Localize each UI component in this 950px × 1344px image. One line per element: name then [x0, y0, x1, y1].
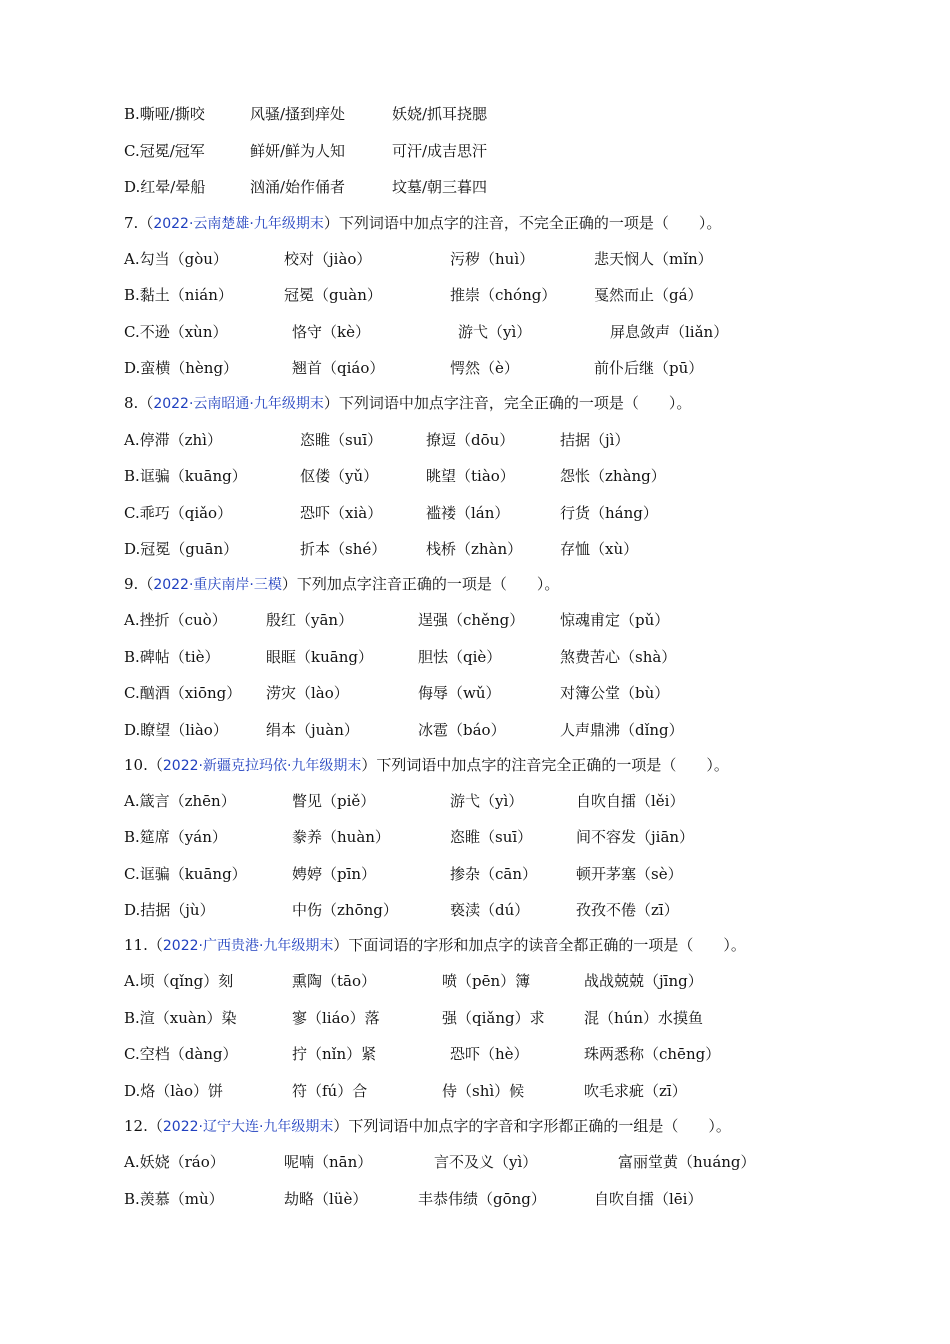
- option-cell: 恣睢（suī）: [450, 828, 533, 846]
- option-cell: C.不逊（xùn）: [124, 323, 228, 341]
- question-10-stem: [124, 751, 914, 779]
- option-cell: 恐吓（xià）: [300, 504, 383, 522]
- option-cell: 眼眶（kuāng）: [266, 648, 373, 666]
- source-open-paren: （: [138, 394, 154, 412]
- option-cell: 混（hún）水摸鱼: [584, 1009, 703, 1027]
- option-cell: 侮辱（wǔ）: [418, 684, 501, 702]
- question-number: 10.: [124, 756, 148, 774]
- q11-option-a: [124, 967, 914, 995]
- question-9-stem: [124, 570, 914, 598]
- q9-option-a: [124, 606, 914, 634]
- option-cell: A.顷（qǐng）刻: [124, 972, 234, 990]
- option-cell: D.冠冕（guān）: [124, 540, 239, 558]
- question-number: 7.: [124, 214, 139, 232]
- source-close-paren: ）: [333, 1117, 349, 1135]
- q8-option-c: [124, 499, 914, 527]
- option-cell: 绢本（juàn）: [266, 721, 359, 739]
- option-cell: A.箴言（zhēn）: [124, 792, 236, 810]
- question-source: 2022·辽宁大连·九年级期末: [162, 1119, 334, 1135]
- question-number: 12.: [124, 1117, 148, 1135]
- option-cell: B.筵席（yán）: [124, 828, 227, 846]
- option-cell: 自吹自擂（lěi）: [576, 792, 685, 810]
- option-cell: 对簿公堂（bù）: [560, 684, 670, 702]
- option-cell: 校对（jiào）: [284, 250, 372, 268]
- option-cell: D.瞭望（liào）: [124, 721, 228, 739]
- question-12-stem: [124, 1112, 914, 1140]
- option-cell: 撩逗（dōu）: [426, 431, 515, 449]
- source-close-paren: ）: [361, 756, 377, 774]
- q10-option-b: [124, 823, 914, 851]
- option-cell: 中伤（zhōng）: [292, 901, 398, 919]
- option-cell: 坟墓/朝三暮四: [392, 178, 488, 196]
- source-close-paren: ）: [333, 936, 349, 954]
- option-cell: C.诓骗（kuāng）: [124, 865, 247, 883]
- option-cell: D.烙（lào）饼: [124, 1082, 224, 1100]
- option-cell: 自吹自擂（lēi）: [594, 1190, 703, 1208]
- source-close-paren: ）: [323, 214, 339, 232]
- source-open-paren: （: [147, 1117, 163, 1135]
- option-cell: A.挫折（cuò）: [124, 611, 227, 629]
- option-cell: 行货（háng）: [560, 504, 658, 522]
- option-cell: 游弋（yì）: [458, 323, 532, 341]
- option-cell: 富丽堂黄（huáng）: [618, 1153, 756, 1171]
- option-cell: 存恤（xù）: [560, 540, 639, 558]
- source-open-paren: （: [138, 214, 154, 232]
- q11-option-d: [124, 1077, 914, 1105]
- q7-option-c: [124, 318, 914, 346]
- option-cell: C.冠冕/冠军: [124, 142, 205, 160]
- option-cell: 恣睢（suī）: [300, 431, 383, 449]
- question-source: 2022·云南楚雄·九年级期末: [153, 216, 324, 232]
- option-cell: D.红晕/晕船: [124, 178, 206, 196]
- question-number: 9.: [124, 575, 139, 593]
- option-cell: 游弋（yì）: [450, 792, 524, 810]
- question-source: 2022·新疆克拉玛依·九年级期末: [162, 758, 362, 774]
- q10-option-a: [124, 787, 914, 815]
- option-cell: 战战兢兢（jīng）: [584, 972, 703, 990]
- option-cell: 戛然而止（gá）: [594, 286, 703, 304]
- option-cell: D.拮据（jù）: [124, 901, 215, 919]
- option-cell: 掺杂（cān）: [450, 865, 538, 883]
- question-7-stem: [124, 209, 914, 237]
- question-source: 2022·广西贵港·九年级期末: [162, 938, 334, 954]
- question-11-stem: [124, 931, 914, 959]
- q8-option-b: [124, 462, 914, 490]
- option-cell: 呢喃（nān）: [284, 1153, 373, 1171]
- option-cell: 风骚/搔到痒处: [250, 105, 346, 123]
- option-cell: 怨怅（zhàng）: [560, 467, 666, 485]
- question-source: 2022·云南昭通·九年级期末: [153, 396, 324, 412]
- option-cell: 顿开茅塞（sè）: [576, 865, 683, 883]
- q7-option-a: [124, 245, 914, 273]
- q9-option-b: [124, 643, 914, 671]
- option-cell: 煞费苦心（shà）: [560, 648, 677, 666]
- option-cell: 可汗/成吉思汗: [392, 142, 488, 160]
- q12-option-a: [124, 1148, 914, 1176]
- option-cell: 瞥见（piě）: [292, 792, 376, 810]
- option-cell: 悲天悯人（mǐn）: [594, 250, 713, 268]
- q10-option-d: [124, 896, 914, 924]
- option-cell: 熏陶（tāo）: [292, 972, 377, 990]
- option-cell: A.妖娆（ráo）: [124, 1153, 225, 1171]
- option-cell: 孜孜不倦（zī）: [576, 901, 679, 919]
- option-cell: 寥（liáo）落: [292, 1009, 380, 1027]
- source-open-paren: （: [138, 575, 154, 593]
- option-cell: 冰雹（báo）: [418, 721, 506, 739]
- option-cell: 侍（shì）候: [442, 1082, 525, 1100]
- q11-option-c: [124, 1040, 914, 1068]
- q6-option-d: [124, 173, 914, 201]
- option-cell: 间不容发（jiān）: [576, 828, 695, 846]
- option-cell: A.停滞（zhì）: [124, 431, 222, 449]
- question-number: 8.: [124, 394, 139, 412]
- option-cell: 折本（shé）: [300, 540, 387, 558]
- option-cell: 眺望（tiào）: [426, 467, 515, 485]
- option-cell: 褴褛（lán）: [426, 504, 510, 522]
- option-cell: B.黏土（nián）: [124, 286, 233, 304]
- option-cell: 喷（pēn）簿: [442, 972, 531, 990]
- option-cell: 胆怯（qiè）: [418, 648, 502, 666]
- q10-option-c: [124, 860, 914, 888]
- option-cell: 恐吓（hè）: [450, 1045, 529, 1063]
- option-cell: B.嘶哑/撕咬: [124, 105, 205, 123]
- question-text: 下列加点字注音正确的一项是（ ）。: [296, 575, 560, 593]
- option-cell: 珠两悉称（chēng）: [584, 1045, 721, 1063]
- option-cell: 惊魂甫定（pǔ）: [560, 611, 670, 629]
- option-cell: C.空档（dàng）: [124, 1045, 238, 1063]
- option-cell: 冠冕（guàn）: [284, 286, 382, 304]
- option-cell: 符（fú）合: [292, 1082, 368, 1100]
- option-cell: 涝灾（lào）: [266, 684, 349, 702]
- option-cell: 恪守（kè）: [292, 323, 370, 341]
- option-cell: 屏息敛声（liǎn）: [610, 323, 729, 341]
- option-cell: B.碑帖（tiè）: [124, 648, 220, 666]
- option-cell: B.诓骗（kuāng）: [124, 467, 247, 485]
- question-source: 2022·重庆南岸·三模: [153, 577, 282, 593]
- option-cell: D.蛮横（hèng）: [124, 359, 239, 377]
- option-cell: 推崇（chóng）: [450, 286, 557, 304]
- option-cell: 丰恭伟绩（gōng）: [418, 1190, 546, 1208]
- question-text: 下列词语中加点字的注音完全正确的一项是（ ）。: [376, 756, 729, 774]
- option-cell: 污秽（huì）: [450, 250, 535, 268]
- option-cell: B.羡慕（mù）: [124, 1190, 224, 1208]
- option-cell: 逞强（chěng）: [418, 611, 525, 629]
- question-text: 下面词语的字形和加点字的读音全都正确的一项是（ ）。: [348, 936, 746, 954]
- source-open-paren: （: [147, 936, 163, 954]
- question-8-stem: [124, 389, 914, 417]
- option-cell: C.乖巧（qiǎo）: [124, 504, 233, 522]
- option-cell: 劫略（lüè）: [284, 1190, 368, 1208]
- option-cell: 拧（nǐn）紧: [292, 1045, 377, 1063]
- option-cell: 翘首（qiáo）: [292, 359, 385, 377]
- option-cell: 人声鼎沸（dǐng）: [560, 721, 684, 739]
- q6-option-c: [124, 137, 914, 165]
- option-cell: 汹涌/始作俑者: [250, 178, 346, 196]
- q12-option-b: [124, 1185, 914, 1213]
- option-cell: B.渲（xuàn）染: [124, 1009, 237, 1027]
- question-number: 11.: [124, 936, 148, 954]
- option-cell: 娉婷（pīn）: [292, 865, 377, 883]
- option-cell: 愕然（è）: [450, 359, 519, 377]
- q7-option-b: [124, 281, 914, 309]
- option-cell: 栈桥（zhàn）: [426, 540, 523, 558]
- source-close-paren: ）: [281, 575, 297, 593]
- question-text: 下列词语中加点字的注音，不完全正确的一项是（ ）。: [338, 214, 722, 232]
- option-cell: 言不及义（yì）: [434, 1153, 538, 1171]
- option-cell: 妖娆/抓耳挠腮: [392, 105, 488, 123]
- q8-option-a: [124, 426, 914, 454]
- option-cell: 鲜妍/鲜为人知: [250, 142, 346, 160]
- option-cell: 强（qiǎng）求: [442, 1009, 545, 1027]
- option-cell: 殷红（yān）: [266, 611, 354, 629]
- q8-option-d: [124, 535, 914, 563]
- q9-option-c: [124, 679, 914, 707]
- option-cell: C.酗酒（xiōng）: [124, 684, 242, 702]
- option-cell: 前仆后继（pū）: [594, 359, 704, 377]
- option-cell: A.勾当（gòu）: [124, 250, 228, 268]
- question-text: 下列词语中加点字的字音和字形都正确的一组是（ ）。: [348, 1117, 731, 1135]
- q6-option-b: [124, 100, 914, 128]
- q7-option-d: [124, 354, 914, 382]
- source-open-paren: （: [147, 756, 163, 774]
- option-cell: 拮据（jì）: [560, 431, 630, 449]
- question-text: 下列词语中加点字注音，完全正确的一项是（ ）。: [338, 394, 692, 412]
- q9-option-d: [124, 716, 914, 744]
- option-cell: 吹毛求疵（zī）: [584, 1082, 687, 1100]
- option-cell: 亵渎（dú）: [450, 901, 530, 919]
- q11-option-b: [124, 1004, 914, 1032]
- option-cell: 伛偻（yǔ）: [300, 467, 379, 485]
- option-cell: 豢养（huàn）: [292, 828, 390, 846]
- source-close-paren: ）: [323, 394, 339, 412]
